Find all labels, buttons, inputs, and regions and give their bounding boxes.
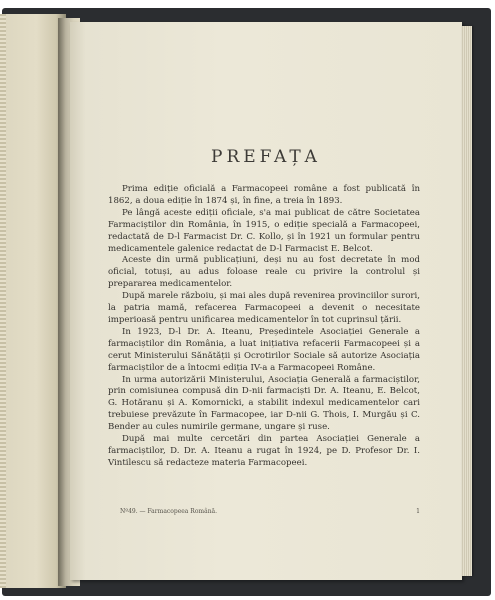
paragraph: După marele războiu, și mai ales după revenirea provinciilor surori, la patria mamă, refacerea Farmacopeei a devenit o necesitate imperioasă pentru unificarea medicamentelor în tot cuprinsul țării.	[108, 291, 420, 325]
page-number: 1	[416, 508, 420, 515]
paragraph: In 1923, D-l Dr. A. Iteanu, Președintele Asociației Generale a farmaciștilor din România, a luat inițiativa refacerii Farmacopeei și a cerut Ministerului Sănătății și Ocrotirilor Sociale să autorize Asociația farmaciștilor de a întocmi ediția IV-a a Farmacopeei Române.	[108, 326, 420, 373]
left-page	[0, 14, 66, 588]
paragraph: In urma autorizării Ministerului, Asociația Generală a farmaciștilor, prin comisiunea compusă din D-nii farmaciști Dr. A. Iteanu, E. Belcot, G. Hotăranu și A. Komornicki, a stabilit indexul medicamentelor cari trebuiese prevăzute în Farmacopee, iar D-nii G. Thois, I. Murgău și C. Bender au cules numirile germane, ungare și ruse.	[108, 374, 420, 433]
footer-signature: Nº49. — Farmacopeea Română.	[120, 508, 218, 515]
paragraph: Prima ediție oficială a Farmacopeei române a fost publicată în 1862, a doua ediție în 1874 și, în fine, a treia în 1893.	[108, 184, 420, 206]
right-page-edges	[462, 26, 472, 576]
left-page-edges	[0, 14, 6, 588]
paragraph: Aceste din urmă publicațiuni, deși nu au fost decretate în mod oficial, totuși, au adus foloase reale cu privire la controlul și prepararea medicamentelor.	[108, 255, 420, 290]
paragraph: Pe lângă aceste ediții oficiale, s'a mai publicat de către Societatea Farmaciștilor din România, în 1915, o ediție specială a Farmacopeei, redactată de D-l Farmacist Dr. C. Kollo, și în 1921 un formular pentru medicamentele galenice redactat de D-l Farmacist E. Belcot.	[108, 207, 420, 254]
preface-body	[108, 184, 420, 470]
paragraph: După mai multe cercetări din partea Asociației Generale a farmaciștilor, D. Dr. A. Iteanu a rugat în 1924, pe D. Profesor Dr. I. Vintilescu să redacteze materia Farmacopeei.	[108, 434, 420, 468]
page-title: PREFAȚA	[211, 147, 321, 167]
